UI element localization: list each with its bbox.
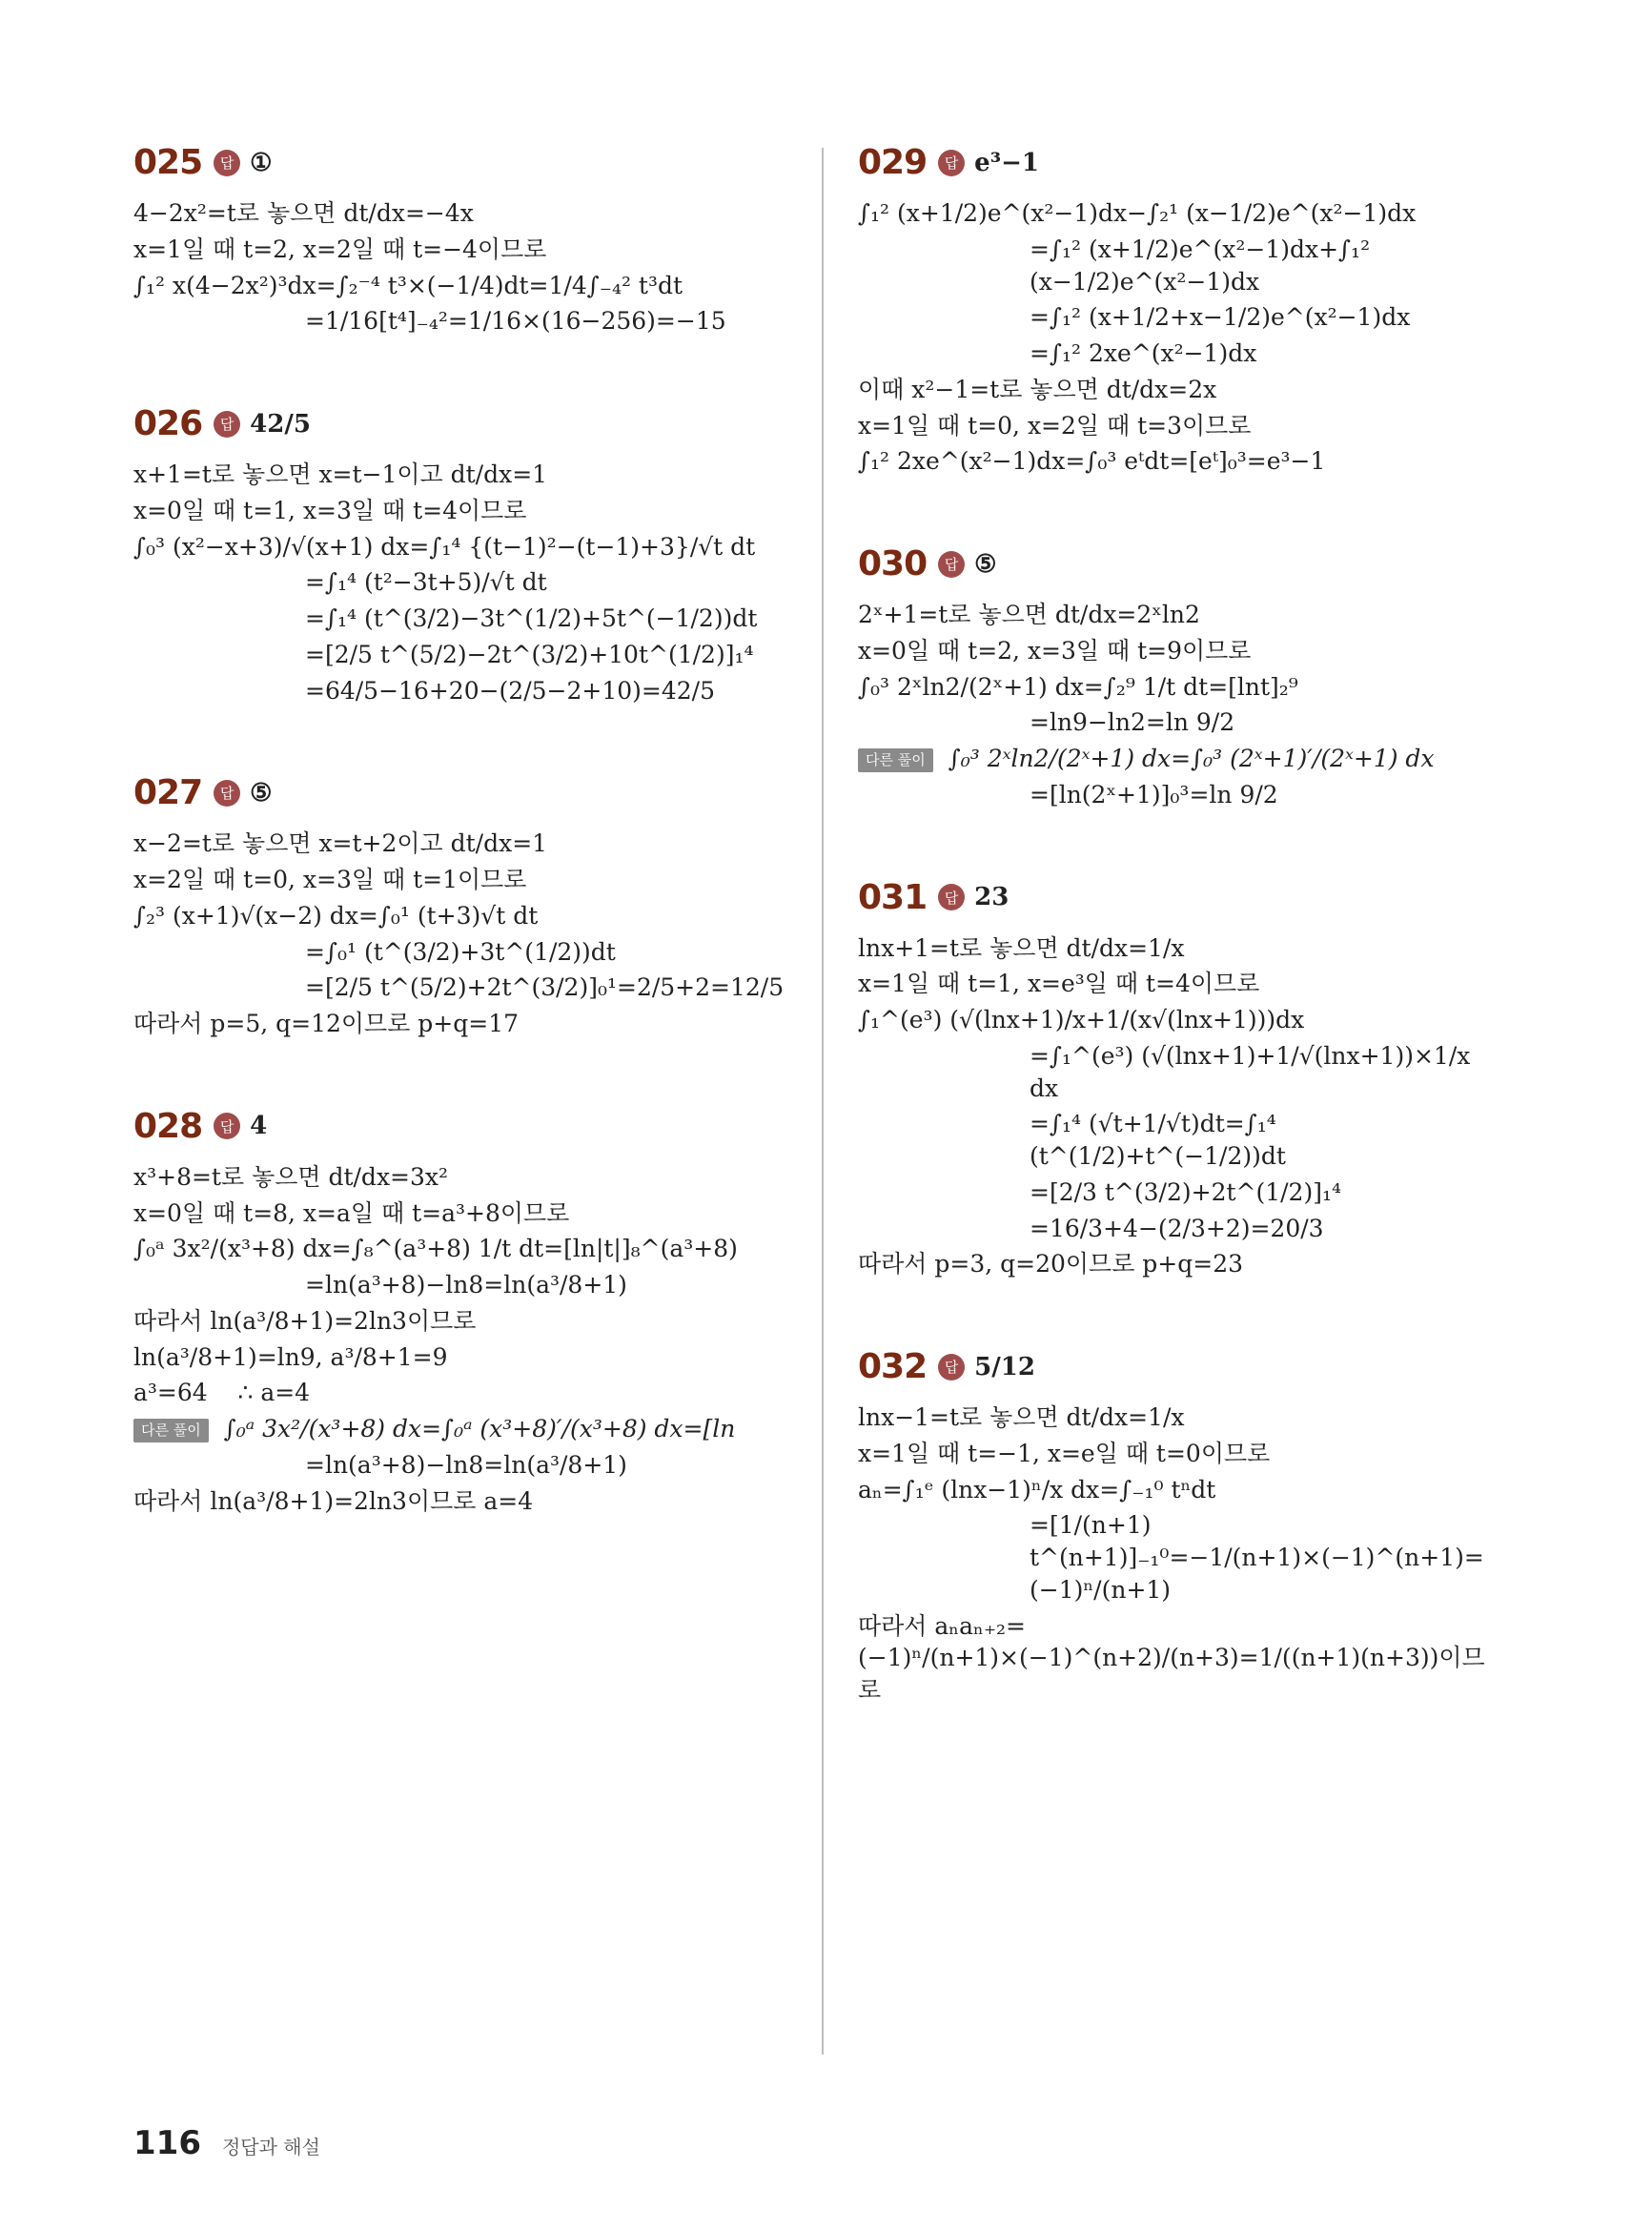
solution-line: =∫₁² 2xe^(x²−1)dx: [1030, 339, 1257, 367]
solution-line: x=1일 때 t=1, x=e³일 때 t=4이므로: [858, 970, 1260, 998]
problem-header: [133, 143, 801, 182]
page-number: 116: [133, 2124, 201, 2162]
solution-line: ∫₁² 2xe^(x²−1)dx=∫₀³ eᵗdt=[eᵗ]₀³=e³−1: [858, 447, 1326, 476]
solution-line: =∫₀¹ (t^(3/2)+3t^(1/2))dt: [305, 937, 616, 966]
answer-badge-icon: 답: [214, 780, 240, 807]
problem-number: 028: [133, 1106, 203, 1146]
solution-line: =∫₁⁴ (t^(3/2)−3t^(1/2)+5t^(−1/2))dt: [305, 604, 758, 632]
solution-line: =ln(a³+8)−ln8=ln(a³/8+1): [305, 1450, 627, 1479]
solution-line: x=0일 때 t=2, x=3일 때 t=9이므로: [858, 636, 1252, 665]
solution-line: =ln9−ln2=ln 9/2: [1030, 708, 1235, 737]
right-column: [858, 143, 1506, 1773]
problem-number: 030: [858, 544, 928, 583]
answer-badge-icon: 답: [214, 150, 240, 176]
answer-value: 42/5: [250, 409, 311, 439]
alternative-solution-tag: 다른 풀이: [858, 748, 933, 771]
problem-031: [858, 878, 1506, 1281]
solution-line: 2ˣ+1=t로 놓으면 dt/dx=2ˣln2: [858, 601, 1200, 628]
solution-line: x³+8=t로 놓으면 dt/dx=3x²: [133, 1162, 449, 1191]
problem-026: [133, 404, 801, 706]
solution-line: x=1일 때 t=2, x=2일 때 t=−4이므로: [133, 235, 547, 263]
solution-line: ∫₀ᵃ 3x²/(x³+8) dx=∫₈^(a³+8) 1/t dt=[ln|t|]₈^(a³+8): [133, 1235, 738, 1263]
solution-line: [858, 743, 1506, 775]
solution-text: ∫₀³ 2ˣln2/(2ˣ+1) dx=∫₀³ (2ˣ+1)′/(2ˣ+1) dx: [948, 745, 1435, 772]
solution-line: =∫₁² (x+1/2)e^(x²−1)dx+∫₁² (x−1/2)e^(x²−1)dx: [1030, 235, 1378, 296]
answer-value: e³−1: [974, 148, 1039, 177]
solution-line: =∫₁⁴ (√t+1/√t)dt=∫₁⁴ (t^(1/2)+t^(−1/2))dt: [1030, 1110, 1286, 1170]
left-column: [133, 143, 801, 1584]
solution-line: ∫₁² x(4−2x²)³dx=∫₂⁻⁴ t³×(−1/4)dt=1/4∫₋₄² t³dt: [133, 271, 683, 299]
answer-badge-icon: 답: [938, 1354, 965, 1381]
problem-header: [133, 773, 801, 812]
solution-text: ∫₀ᵃ 3x²/(x³+8) dx=∫₀ᵃ (x³+8)′/(x³+8) dx=[ln: [223, 1415, 736, 1442]
solution-line: 따라서 ln(a³/8+1)=2ln3이므로 a=4: [133, 1486, 534, 1515]
solution-line: 따라서 ln(a³/8+1)=2ln3이므로: [133, 1306, 477, 1335]
problem-header: [858, 878, 1506, 917]
answer-value: 23: [974, 883, 1010, 911]
solution-line: x−2=t로 놓으면 x=t+2이고 dt/dx=1: [133, 829, 548, 858]
solution-line: =∫₁^(e³) (√(lnx+1)+1/√(lnx+1))×1/x dx: [1030, 1041, 1479, 1102]
problem-header: [133, 404, 801, 443]
solution-line: ∫₁² (x+1/2)e^(x²−1)dx−∫₂¹ (x−1/2)e^(x²−1)dx: [858, 199, 1417, 227]
solution-line: 이때 x²−1=t로 놓으면 dt/dx=2x: [858, 375, 1217, 403]
solution-line: x=1일 때 t=0, x=2일 때 t=3이므로: [858, 411, 1252, 440]
solution-line: =[2/3 t^(3/2)+2t^(1/2)]₁⁴: [1030, 1177, 1342, 1206]
alternative-solution-tag: 다른 풀이: [133, 1419, 209, 1442]
answer-value: 4: [250, 1112, 268, 1141]
solution-line: =64/5−16+20−(2/5−2+10)=42/5: [305, 676, 715, 705]
problem-number: 031: [858, 877, 928, 917]
problem-030: [858, 544, 1506, 811]
problem-032: [858, 1347, 1506, 1707]
solution-line: =[1/(n+1) t^(n+1)]₋₁⁰=−1/(n+1)×(−1)^(n+1)=(−1)ⁿ/(n+1): [1030, 1511, 1484, 1604]
problem-header: [133, 1107, 801, 1146]
solution-line: [133, 1413, 801, 1445]
answer-badge-icon: 답: [214, 1113, 240, 1139]
answer-value: 5/12: [974, 1352, 1035, 1381]
answer-value: ⑤: [974, 549, 997, 579]
problem-header: [858, 1347, 1506, 1386]
problem-number: 026: [133, 404, 203, 443]
solution-line: ∫₁^(e³) (√(lnx+1)/x+1/(x√(lnx+1)))dx: [858, 1006, 1305, 1033]
problem-number: 025: [133, 143, 203, 182]
problem-025: [133, 143, 801, 338]
answer-badge-icon: 답: [938, 884, 965, 910]
solution-line: x+1=t로 놓으면 x=t−1이고 dt/dx=1: [133, 460, 548, 488]
problem-number: 029: [858, 143, 928, 182]
solution-line: lnx+1=t로 놓으면 dt/dx=1/x: [858, 933, 1185, 962]
column-divider: [822, 148, 824, 2055]
solution-line: 4−2x²=t로 놓으면 dt/dx=−4x: [133, 199, 474, 227]
problem-number: 027: [133, 773, 203, 813]
solution-line: =[2/5 t^(5/2)+2t^(3/2)]₀¹=2/5+2=12/5: [305, 973, 785, 1002]
problem-028: [133, 1107, 801, 1518]
solution-line: ∫₀³ (x²−x+3)/√(x+1) dx=∫₁⁴ {(t−1)²−(t−1)+3}/√t dt: [133, 532, 756, 561]
solution-line: =∫₁⁴ (t²−3t+5)/√t dt: [305, 568, 547, 597]
solution-line: =[2/5 t^(5/2)−2t^(3/2)+10t^(1/2)]₁⁴: [305, 640, 754, 668]
solution-line: 따라서 aₙaₙ₊₂=(−1)ⁿ/(n+1)×(−1)^(n+2)/(n+3)=1/((n+1)(n+3))이므로: [858, 1611, 1485, 1704]
solution-line: aₙ=∫₁ᵉ (lnx−1)ⁿ/x dx=∫₋₁⁰ tⁿdt: [858, 1475, 1216, 1504]
solution-line: ∫₀³ 2ˣln2/(2ˣ+1) dx=∫₂⁹ 1/t dt=[lnt]₂⁹: [858, 672, 1298, 701]
solution-line: x=0일 때 t=1, x=3일 때 t=4이므로: [133, 496, 527, 524]
solution-line: x=0일 때 t=8, x=a일 때 t=a³+8이므로: [133, 1198, 570, 1227]
footer-label: 정답과 해설: [221, 2136, 320, 2158]
answer-value: ⑤: [250, 778, 273, 808]
problem-header: [858, 143, 1506, 182]
solution-line: lnx−1=t로 놓으면 dt/dx=1/x: [858, 1403, 1185, 1431]
solution-line: x=1일 때 t=−1, x=e일 때 t=0이므로: [858, 1439, 1271, 1467]
solution-line: ∫₂³ (x+1)√(x−2) dx=∫₀¹ (t+3)√t dt: [133, 901, 539, 930]
solution-line: =16/3+4−(2/3+2)=20/3: [1030, 1214, 1324, 1242]
solution-line: 따라서 p=3, q=20이므로 p+q=23: [858, 1250, 1244, 1279]
answer-badge-icon: 답: [938, 150, 965, 176]
problem-029: [858, 143, 1506, 478]
solution-line: x=2일 때 t=0, x=3일 때 t=1이므로: [133, 866, 527, 893]
solution-line: ln(a³/8+1)=ln9, a³/8+1=9: [133, 1342, 448, 1371]
page-footer: [133, 2124, 320, 2162]
solution-line: 따라서 p=5, q=12이므로 p+q=17: [133, 1010, 520, 1037]
solution-line: =[ln(2ˣ+1)]₀³=ln 9/2: [1030, 780, 1278, 808]
solution-line: =ln(a³+8)−ln8=ln(a³/8+1): [305, 1271, 627, 1299]
answer-value: ①: [250, 148, 273, 177]
problem-027: [133, 773, 801, 1040]
problem-header: [858, 544, 1506, 583]
solution-line: a³=64 ∴ a=4: [133, 1379, 311, 1407]
problem-number: 032: [858, 1347, 928, 1386]
answer-badge-icon: 답: [938, 551, 965, 578]
solution-line: =1/16[t⁴]₋₄²=1/16×(16−256)=−15: [305, 307, 726, 336]
solution-line: =∫₁² (x+1/2+x−1/2)e^(x²−1)dx: [1030, 303, 1411, 332]
answer-badge-icon: 답: [214, 411, 240, 438]
